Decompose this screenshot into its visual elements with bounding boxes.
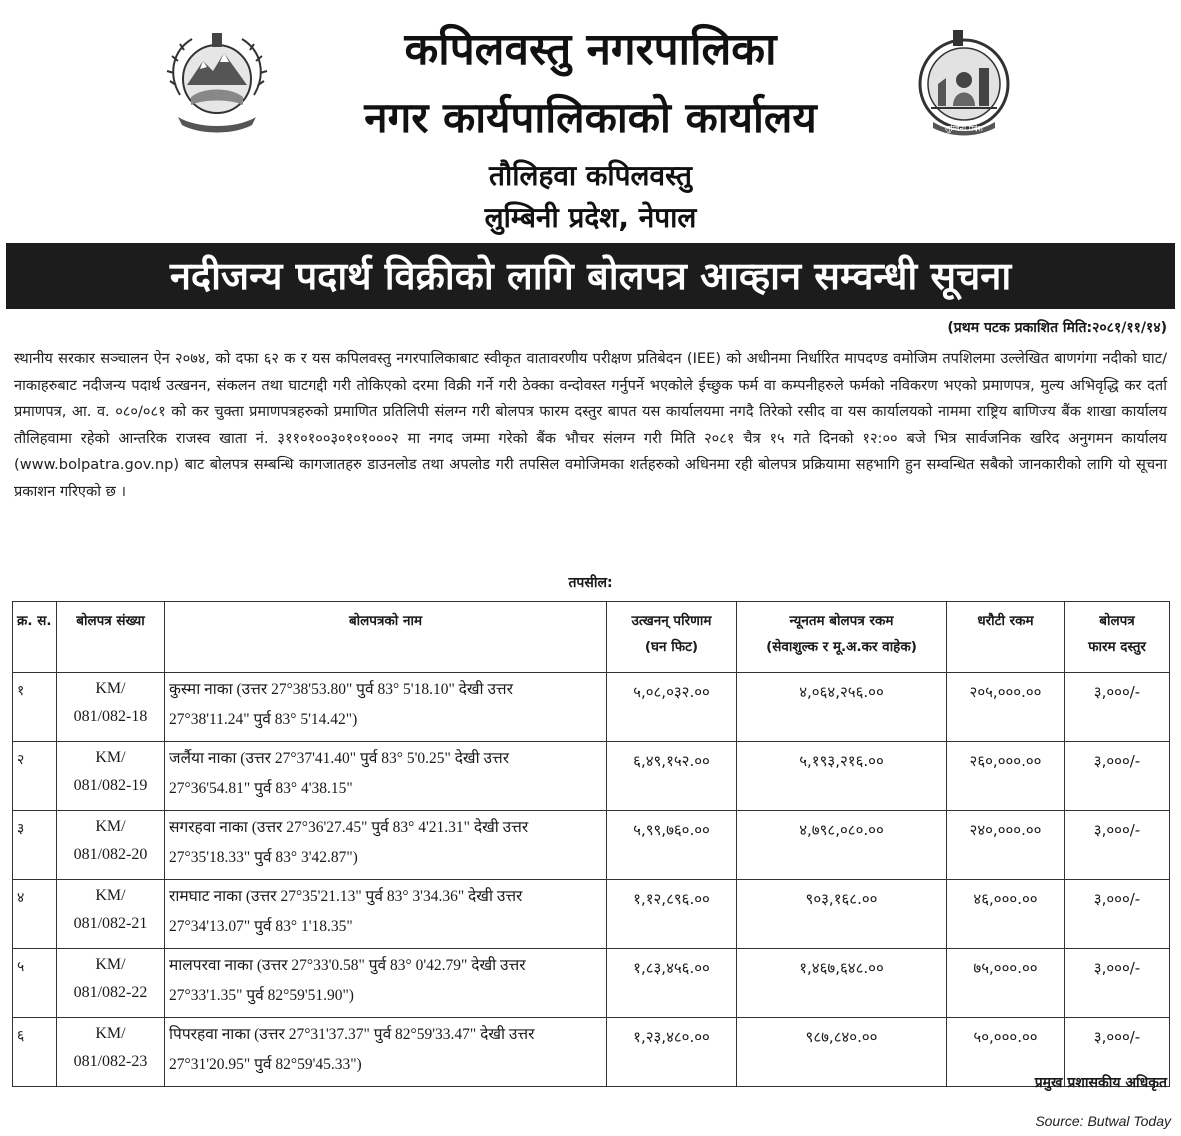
source-credit: Source: Butwal Today — [1035, 1113, 1171, 1129]
row-bid-no — [57, 880, 165, 949]
row-deposit: ७५,०००.०० — [947, 949, 1065, 1018]
bid-no-l2: 081/082-21 — [73, 915, 148, 932]
row-min-bid: ४,७९८,०८०.०० — [737, 811, 947, 880]
row-form-fee: ३,०००/- — [1065, 949, 1170, 1018]
name-l2: 27°36'54.81" पुर्व 83° 4'38.15" — [169, 780, 353, 797]
name-l1: जर्लैया नाका (उत्तर 27°37'41.40" पुर्व 83° 5'0.25" देखी उत्तर — [169, 750, 510, 767]
bid-no-l2: 081/082-22 — [73, 984, 148, 1001]
office-location: तौलिहवा कपिलवस्तु — [489, 159, 692, 192]
row-name — [165, 880, 607, 949]
name-l2: 27°33'1.35" पुर्व 82°59'51.90") — [169, 987, 354, 1004]
row-quantity: १,१२,८९६.०० — [607, 880, 737, 949]
publication-date: (प्रथम पटक प्रकाशित मिति:२०८१/११/१४) — [947, 320, 1167, 336]
bid-no-l1: KM/ — [95, 1025, 126, 1042]
row-name — [165, 949, 607, 1018]
row-sn: ३ — [13, 811, 57, 880]
row-sn: ४ — [13, 880, 57, 949]
bid-no-l1: KM/ — [95, 887, 126, 904]
row-min-bid: १,४६७,६४८.०० — [737, 949, 947, 1018]
row-form-fee: ३,०००/- — [1065, 742, 1170, 811]
header-form-fee — [1065, 602, 1170, 673]
table-header-row — [13, 602, 1170, 673]
table-row — [13, 742, 1170, 811]
row-min-bid: ९०३,१६८.०० — [737, 880, 947, 949]
row-form-fee: ३,०००/- — [1065, 1018, 1170, 1087]
notice-title-banner: नदीजन्य पदार्थ विक्रीको लागि बोलपत्र आव्हान सम्वन्धी सूचना — [6, 243, 1175, 309]
row-deposit: २४०,०००.०० — [947, 811, 1065, 880]
table-row — [13, 811, 1170, 880]
row-sn: ५ — [13, 949, 57, 1018]
row-deposit: २६०,०००.०० — [947, 742, 1065, 811]
header-min-bid — [737, 602, 947, 673]
row-name — [165, 742, 607, 811]
row-min-bid: ९८७,८४०.०० — [737, 1018, 947, 1087]
row-name — [165, 811, 607, 880]
row-form-fee: ३,०००/- — [1065, 880, 1170, 949]
row-sn: २ — [13, 742, 57, 811]
header-quantity-l2: (घन फिट) — [644, 639, 699, 655]
name-l1: सगरहवा नाका (उत्तर 27°36'27.45" पुर्व 83° 4'21.31" देखी उत्तर — [169, 819, 529, 836]
row-form-fee: ३,०००/- — [1065, 673, 1170, 742]
row-sn: ६ — [13, 1018, 57, 1087]
header-sn: क्र. स. — [13, 602, 57, 673]
row-form-fee: ३,०००/- — [1065, 811, 1170, 880]
header-bid-no: बोलपत्र संख्या — [57, 602, 165, 673]
office-name: नगर कार्यपालिकाको कार्यालय — [364, 93, 817, 142]
municipality-name: कपिलवस्तु नगरपालिका — [404, 24, 777, 75]
name-l1: पिपरहवा नाका (उत्तर 27°31'37.37" पुर्व 82°59'33.47" देखी उत्तर — [169, 1026, 535, 1043]
row-bid-no — [57, 742, 165, 811]
row-deposit: ४६,०००.०० — [947, 880, 1065, 949]
header-name: बोलपत्रको नाम — [165, 602, 607, 673]
header-form-fee-l2: फारम दस्तुर — [1088, 639, 1146, 655]
header-quantity — [607, 602, 737, 673]
bid-no-l2: 081/082-19 — [73, 777, 148, 794]
row-bid-no — [57, 949, 165, 1018]
row-name — [165, 673, 607, 742]
seal-caption: लुम्बिनी प्रदेश — [945, 124, 983, 133]
table-row — [13, 949, 1170, 1018]
header-form-fee-l1: बोलपत्र — [1099, 613, 1135, 629]
name-l1: रामघाट नाका (उत्तर 27°35'21.13" पुर्व 83° 3'34.36" देखी उत्तर — [169, 888, 523, 905]
header-min-bid-l1: न्यूनतम बोलपत्र रकम — [789, 613, 894, 629]
row-sn: १ — [13, 673, 57, 742]
bid-schedule-table — [12, 601, 1170, 1087]
row-quantity: १,८३,४५६.०० — [607, 949, 737, 1018]
bid-no-l2: 081/082-20 — [73, 846, 148, 863]
bid-no-l1: KM/ — [95, 680, 126, 697]
bid-no-l1: KM/ — [95, 956, 126, 973]
row-bid-no — [57, 673, 165, 742]
name-l1: मालपरवा नाका (उत्तर 27°33'0.58" पुर्व 83° 0'42.79" देखी उत्तर — [169, 957, 526, 974]
signatory-title: प्रमुख प्रशासकीय अधिकृत — [1034, 1075, 1167, 1091]
bid-no-l1: KM/ — [95, 818, 126, 835]
row-quantity: ६,४९,१५२.०० — [607, 742, 737, 811]
row-min-bid: ५,१९३,२१६.०० — [737, 742, 947, 811]
table-row — [13, 673, 1170, 742]
row-bid-no — [57, 811, 165, 880]
row-deposit: ५०,०००.०० — [947, 1018, 1065, 1087]
row-deposit: २०५,०००.०० — [947, 673, 1065, 742]
name-l1: कुस्मा नाका (उत्तर 27°38'53.80" पुर्व 83° 5'18.10" देखी उत्तर — [169, 681, 513, 698]
name-l2: 27°35'18.33" पुर्व 83° 3'42.87") — [169, 849, 358, 866]
row-quantity: ५,९९,७६०.०० — [607, 811, 737, 880]
row-name — [165, 1018, 607, 1087]
schedule-title: तपसील: — [568, 575, 613, 591]
row-quantity: ५,०८,०३२.०० — [607, 673, 737, 742]
notice-body: स्थानीय सरकार सञ्चालन ऐन २०७४, को दफा ६२ क र यस कपिलवस्तु नगरपालिकाबाट स्वीकृत वातावरणीय परीक्षण प्रतिबेदन (IEE) को अधीनमा निर्धारित मापदण्ड वमोजिम तपशिलमा उल्लेखित बाणगंगा नदीको घाट/नाकाहरुबाट नदीजन्य पदार्थ उत्खनन, संकलन तथा घाटगद्दी गरी तोकिएको दरमा विक्री गर्ने गरी ठेक्का वन्दोवस्त गर्नुपर्ने भएकोले ईच्छुक फर्म वा कम्पनीहरुले फर्मको नविकरण भएको प्रमाणपत्र, मुल्य अभिवृद्धि कर दर्ता प्रमाणपत्र, आ. व. ०८०/०८१ को कर चुक्ता प्रमाणपत्रहरुको प्रमाणित प्रतिलिपी संलग्न गरी बोलपत्र फारम दस्तुर बापत यस कार्यालयमा नगदै तिरेको रसीद वा यस कार्यालयको नाममा राष्ट्रिय बाणिज्य बैंक शाखा कार्यालय तौलिहवामा रहेको आन्तरिक राजस्व खाता नं. ३११०१००३०१०१०००२ मा नगद जम्मा गरेको बैंक भौचर संलग्न गरी मिति २०८१ चैत्र १५ गते दिनको १२:०० बजे भित्र सार्वजनिक खरिद अनुगमन कार्यालय (www.bolpatra.gov.np) बाट बोलपत्र सम्बन्धि कागजातहरु डाउनलोड तथा अपलोड गरी तपसिल वमोजिमका शर्तहरुको अधिनमा रही बोलपत्र प्रक्रियामा सहभागि हुन सम्वन्धित सबैको जानकारीको लागि यो सूचना प्रकाशन गरिएको छ । — [14, 350, 1167, 500]
name-l2: 27°34'13.07" पुर्व 83° 1'18.35" — [169, 918, 353, 935]
bid-no-l2: 081/082-18 — [73, 708, 148, 725]
table-row — [13, 880, 1170, 949]
name-l2: 27°38'11.24" पुर्व 83° 5'14.42") — [169, 711, 358, 728]
header-min-bid-l2: (सेवाशुल्क र मू.अ.कर वाहेक) — [766, 639, 917, 655]
row-quantity: १,२३,४८०.०० — [607, 1018, 737, 1087]
table-row — [13, 1018, 1170, 1087]
name-l2: 27°31'20.95" पुर्व 82°59'45.33") — [169, 1056, 362, 1073]
header-deposit: धरौटी रकम — [947, 602, 1065, 673]
bid-no-l1: KM/ — [95, 749, 126, 766]
bid-no-l2: 081/082-23 — [73, 1053, 148, 1070]
header-quantity-l1: उत्खनन् परिणाम — [631, 613, 712, 629]
row-min-bid: ४,०६४,२५६.०० — [737, 673, 947, 742]
row-bid-no — [57, 1018, 165, 1087]
province-country: लुम्बिनी प्रदेश, नेपाल — [484, 201, 697, 234]
